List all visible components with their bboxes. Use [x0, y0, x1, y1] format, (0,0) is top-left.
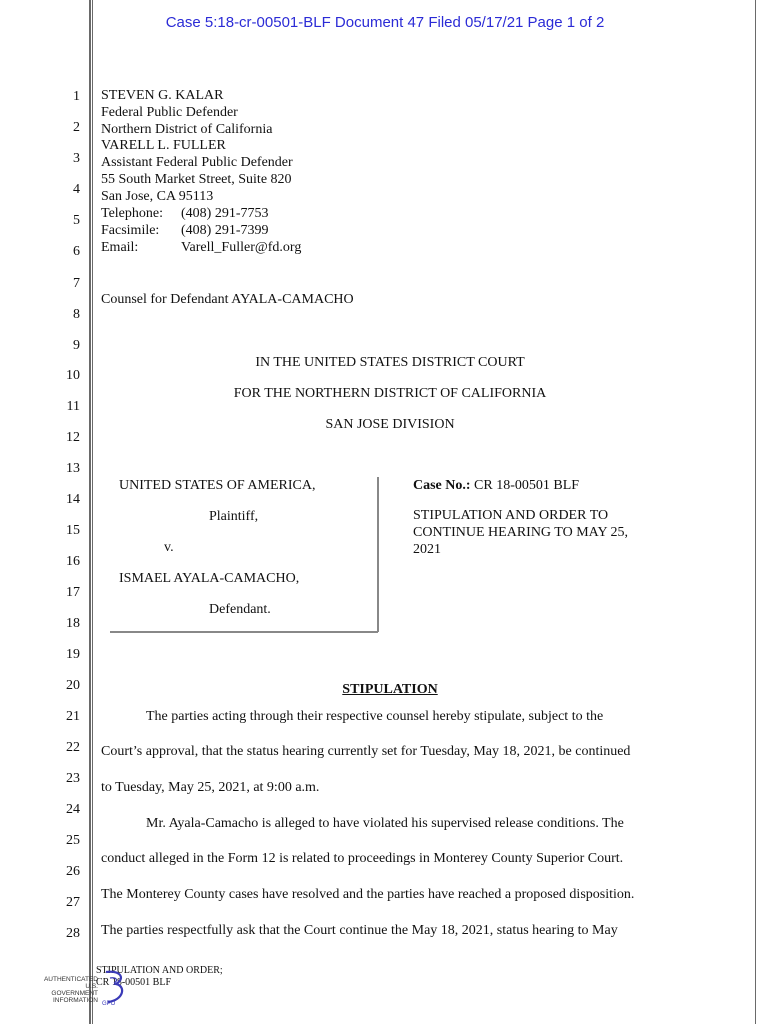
- line-number: 25: [66, 833, 80, 848]
- gpo-authentication-seal: [40, 968, 130, 1008]
- line-number: 14: [66, 492, 80, 507]
- facsimile-label: Facsimile:: [101, 223, 160, 238]
- versus: v.: [164, 540, 174, 555]
- gpo-eagle-logo-icon: [100, 968, 130, 1008]
- counsel-line: STEVEN G. KALAR: [101, 88, 224, 103]
- counsel-line: Northern District of California: [101, 122, 273, 137]
- caption-divider: [377, 477, 379, 632]
- counsel-line: VARELL L. FULLER: [101, 138, 226, 153]
- body-line: The parties respectfully ask that the Court continue the May 18, 2021, status hearing to May: [101, 923, 618, 938]
- body-line: conduct alleged in the Form 12 is related to proceedings in Monterey County Superior Court.: [101, 851, 624, 866]
- body-line: The parties acting through their respective counsel hereby stipulate, subject to the: [146, 709, 604, 724]
- line-number: 6: [73, 244, 80, 259]
- case-number-label: Case No.:: [413, 478, 471, 493]
- gpo-seal-line: INFORMATION: [52, 997, 98, 1004]
- gpo-seal-line: AUTHENTICATED: [43, 976, 98, 983]
- gpo-seal-line: U.S. GOVERNMENT: [51, 983, 98, 997]
- counsel-for-defendant: Counsel for Defendant AYALA-CAMACHO: [101, 292, 354, 307]
- document-title-line: CONTINUE HEARING TO MAY 25,: [413, 525, 629, 540]
- body-line: Court’s approval, that the status hearing currently set for Tuesday, May 18, 2021, be continued: [101, 744, 631, 759]
- telephone-label: Telephone:: [101, 206, 163, 221]
- counsel-line: Federal Public Defender: [101, 105, 238, 120]
- stipulation-heading: STIPULATION: [342, 682, 438, 697]
- line-number: 7: [73, 276, 80, 291]
- line-number: 5: [73, 213, 80, 228]
- left-margin-rule-inner: [92, 0, 93, 1024]
- line-number: 11: [66, 399, 80, 414]
- line-number: 22: [66, 740, 80, 755]
- line-number: 19: [66, 647, 80, 662]
- plaintiff-role: Plaintiff,: [209, 509, 259, 524]
- gpo-seal-text: [40, 976, 98, 1004]
- telephone-value: (408) 291-7753: [181, 206, 269, 221]
- line-number: 21: [66, 709, 80, 724]
- counsel-line: Assistant Federal Public Defender: [101, 155, 293, 170]
- line-number: 1: [73, 89, 80, 104]
- counsel-line: San Jose, CA 95113: [101, 189, 214, 204]
- line-number: 16: [66, 554, 80, 569]
- email-label: Email:: [101, 240, 139, 255]
- document-title-line: 2021: [413, 542, 441, 557]
- line-number: 10: [66, 368, 80, 383]
- line-number: 3: [73, 151, 80, 166]
- defendant-name: ISMAEL AYALA-CAMACHO,: [119, 571, 300, 586]
- line-number: 20: [66, 678, 80, 693]
- body-line: Mr. Ayala-Camacho is alleged to have violated his supervised release conditions. The: [146, 816, 624, 831]
- line-number: 8: [73, 307, 80, 322]
- line-number: 28: [66, 926, 80, 941]
- line-number: 2: [73, 120, 80, 135]
- line-number: 26: [66, 864, 80, 879]
- plaintiff-name: UNITED STATES OF AMERICA,: [119, 478, 316, 493]
- line-number: 27: [66, 895, 80, 910]
- body-line: The Monterey County cases have resolved and the parties have reached a proposed disposition.: [101, 887, 635, 902]
- document-title-line: STIPULATION AND ORDER TO: [413, 508, 609, 523]
- footer-case-number: CR 18-00501 BLF: [96, 977, 172, 988]
- right-margin-rule: [755, 0, 756, 1024]
- gpo-logo-text: GPO: [102, 1001, 116, 1007]
- line-number: 9: [73, 338, 80, 353]
- defendant-role: Defendant.: [209, 602, 271, 617]
- counsel-line: 55 South Market Street, Suite 820: [101, 172, 292, 187]
- line-number: 13: [66, 461, 80, 476]
- email-value: Varell_Fuller@fd.org: [181, 240, 302, 255]
- line-number: 17: [66, 585, 80, 600]
- case-number-value: CR 18-00501 BLF: [470, 478, 580, 493]
- body-line: to Tuesday, May 25, 2021, at 9:00 a.m.: [101, 780, 320, 795]
- line-number: 18: [66, 616, 80, 631]
- court-name: IN THE UNITED STATES DISTRICT COURT: [255, 355, 525, 370]
- left-margin-rule-outer: [89, 0, 91, 1024]
- ecf-header-stamp: Case 5:18-cr-00501-BLF Document 47 Filed 05/17/21 Page 1 of 2: [165, 14, 605, 31]
- facsimile-value: (408) 291-7399: [181, 223, 269, 238]
- case-number: [413, 478, 579, 494]
- caption-bottom-rule: [110, 631, 378, 633]
- court-district: FOR THE NORTHERN DISTRICT OF CALIFORNIA: [233, 386, 547, 401]
- court-division: SAN JOSE DIVISION: [325, 417, 455, 432]
- line-number: 24: [66, 802, 80, 817]
- line-number: 23: [66, 771, 80, 786]
- footer-title: STIPULATION AND ORDER;: [96, 965, 223, 976]
- line-number: 15: [66, 523, 80, 538]
- line-number: 12: [66, 430, 80, 445]
- line-number: 4: [73, 182, 80, 197]
